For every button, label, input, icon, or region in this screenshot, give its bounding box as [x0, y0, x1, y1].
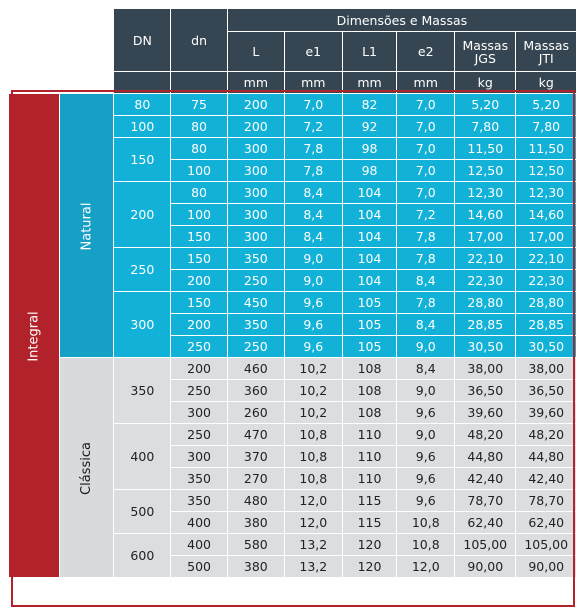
table-cell: 380 — [227, 512, 284, 534]
header-L: L — [227, 32, 284, 72]
table-cell: 11,50 — [516, 138, 577, 160]
table-cell: 17,00 — [516, 226, 577, 248]
table-cell: 13,2 — [284, 534, 342, 556]
dimensions-table-container — [8, 8, 577, 578]
table-cell: 300 — [171, 446, 227, 468]
table-cell: 28,85 — [455, 314, 516, 336]
table-cell: 12,50 — [516, 160, 577, 182]
group-label: Clássica — [79, 441, 95, 495]
table-cell: 300 — [227, 138, 284, 160]
header-unit-L1: mm — [342, 72, 397, 94]
header-e1: e1 — [284, 32, 342, 72]
table-cell: 580 — [227, 534, 284, 556]
table-cell: 80 — [171, 182, 227, 204]
table-cell: 7,8 — [397, 248, 455, 270]
table-cell: 460 — [227, 358, 284, 380]
table-cell: 200 — [227, 94, 284, 116]
table-cell: 28,80 — [516, 292, 577, 314]
table-cell: 9,6 — [284, 314, 342, 336]
table-cell: 450 — [227, 292, 284, 314]
header-unit-blank-dn-small — [171, 72, 227, 94]
table-cell: 110 — [342, 446, 397, 468]
header-massas-jgs-line2: JGS — [474, 51, 496, 66]
table-cell: 9,0 — [284, 270, 342, 292]
table-cell: 7,8 — [397, 292, 455, 314]
table-cell: 44,80 — [516, 446, 577, 468]
table-cell: 12,30 — [455, 182, 516, 204]
table-cell: 10,8 — [284, 446, 342, 468]
table-cell: 10,2 — [284, 380, 342, 402]
group-label-cell — [60, 358, 114, 578]
table-cell: 10,2 — [284, 402, 342, 424]
table-cell: 82 — [342, 94, 397, 116]
table-cell: 105 — [342, 292, 397, 314]
header-unit-massas-jgs: kg — [455, 72, 516, 94]
dn-cell: 600 — [114, 534, 171, 578]
table-cell: 5,20 — [516, 94, 577, 116]
dn-cell: 300 — [114, 292, 171, 358]
table-cell: 7,80 — [516, 116, 577, 138]
table-cell: 22,10 — [455, 248, 516, 270]
table-cell: 250 — [171, 336, 227, 358]
table-cell: 10,2 — [284, 358, 342, 380]
table-cell: 110 — [342, 424, 397, 446]
table-cell: 22,10 — [516, 248, 577, 270]
table-cell: 400 — [171, 534, 227, 556]
table-cell: 104 — [342, 226, 397, 248]
dn-cell: 250 — [114, 248, 171, 292]
table-cell: 5,20 — [455, 94, 516, 116]
table-cell: 14,60 — [455, 204, 516, 226]
header-unit-e2: mm — [397, 72, 455, 94]
table-cell: 10,8 — [284, 468, 342, 490]
table-cell: 120 — [342, 556, 397, 578]
table-cell: 8,4 — [284, 226, 342, 248]
table-cell: 17,00 — [455, 226, 516, 248]
table-cell: 300 — [227, 226, 284, 248]
table-cell: 500 — [171, 556, 227, 578]
table-cell: 200 — [171, 270, 227, 292]
header-unit-massas-jti: kg — [516, 72, 577, 94]
table-cell: 9,6 — [284, 292, 342, 314]
table-cell: 7,0 — [397, 138, 455, 160]
table-cell: 7,80 — [455, 116, 516, 138]
table-cell: 9,6 — [397, 468, 455, 490]
table-cell: 400 — [171, 512, 227, 534]
dn-cell: 200 — [114, 182, 171, 248]
table-cell: 110 — [342, 468, 397, 490]
header-group-title: Dimensões e Massas — [227, 9, 576, 32]
table-cell: 104 — [342, 204, 397, 226]
table-cell: 44,80 — [455, 446, 516, 468]
table-cell: 300 — [227, 160, 284, 182]
table-cell: 104 — [342, 270, 397, 292]
table-cell: 108 — [342, 402, 397, 424]
table-cell: 250 — [171, 380, 227, 402]
table-cell: 150 — [171, 292, 227, 314]
table-cell: 90,00 — [516, 556, 577, 578]
table-cell: 9,0 — [397, 424, 455, 446]
table-cell: 105 — [342, 314, 397, 336]
table-cell: 22,30 — [455, 270, 516, 292]
table-cell: 62,40 — [516, 512, 577, 534]
table-cell: 105 — [342, 336, 397, 358]
dn-cell: 400 — [114, 424, 171, 490]
table-cell: 48,20 — [516, 424, 577, 446]
table-cell: 350 — [227, 248, 284, 270]
table-cell: 100 — [171, 160, 227, 182]
table-cell: 108 — [342, 358, 397, 380]
header-massas-jgs-line1: Massas — [462, 38, 509, 53]
group-label: Natural — [79, 202, 95, 250]
table-cell: 8,4 — [397, 358, 455, 380]
table-cell: 300 — [227, 204, 284, 226]
table-cell: 200 — [227, 116, 284, 138]
table-cell: 270 — [227, 468, 284, 490]
table-cell: 350 — [171, 490, 227, 512]
table-cell: 10,8 — [397, 534, 455, 556]
table-cell: 98 — [342, 138, 397, 160]
table-cell: 78,70 — [455, 490, 516, 512]
header-dn-small: dn — [171, 9, 227, 72]
table-cell: 12,30 — [516, 182, 577, 204]
table-cell: 39,60 — [455, 402, 516, 424]
table-cell: 7,8 — [284, 138, 342, 160]
table-body — [9, 9, 577, 578]
dn-cell: 500 — [114, 490, 171, 534]
table-cell: 12,50 — [455, 160, 516, 182]
dn-cell: 150 — [114, 138, 171, 182]
table-cell: 30,50 — [455, 336, 516, 358]
table-cell: 38,00 — [516, 358, 577, 380]
table-cell: 150 — [171, 226, 227, 248]
table-cell: 12,0 — [284, 512, 342, 534]
table-cell: 350 — [227, 314, 284, 336]
table-cell: 7,8 — [397, 226, 455, 248]
table-cell: 80 — [171, 116, 227, 138]
table-cell: 8,4 — [284, 182, 342, 204]
table-cell: 8,4 — [397, 270, 455, 292]
header-L1: L1 — [342, 32, 397, 72]
header-massas-jti-line2: JTI — [538, 51, 554, 66]
table-cell: 100 — [171, 204, 227, 226]
table-cell: 9,6 — [284, 336, 342, 358]
table-cell: 200 — [171, 358, 227, 380]
table-cell: 360 — [227, 380, 284, 402]
header-massas-jgs — [455, 32, 516, 72]
header-unit-L: mm — [227, 72, 284, 94]
group-label-cell — [60, 94, 114, 358]
table-cell: 8,4 — [397, 314, 455, 336]
table-cell: 250 — [227, 336, 284, 358]
table-cell: 13,2 — [284, 556, 342, 578]
table-cell: 98 — [342, 160, 397, 182]
table-cell: 90,00 — [455, 556, 516, 578]
table-cell: 104 — [342, 182, 397, 204]
table-cell: 150 — [171, 248, 227, 270]
table-cell: 7,0 — [397, 116, 455, 138]
table-cell: 38,00 — [455, 358, 516, 380]
table-cell: 39,60 — [516, 402, 577, 424]
header-massas-jti — [516, 32, 577, 72]
table-cell: 7,0 — [397, 182, 455, 204]
table-cell: 75 — [171, 94, 227, 116]
table-cell: 115 — [342, 512, 397, 534]
table-cell: 108 — [342, 380, 397, 402]
table-cell: 22,30 — [516, 270, 577, 292]
category-label-cell — [9, 94, 60, 578]
table-cell: 36,50 — [516, 380, 577, 402]
dn-cell: 100 — [114, 116, 171, 138]
table-cell: 9,6 — [397, 446, 455, 468]
table-cell: 30,50 — [516, 336, 577, 358]
table-cell: 28,80 — [455, 292, 516, 314]
table-cell: 92 — [342, 116, 397, 138]
table-cell: 105,00 — [516, 534, 577, 556]
header-row-title — [9, 9, 577, 32]
header-unit-e1: mm — [284, 72, 342, 94]
table-cell: 9,0 — [397, 336, 455, 358]
table-cell: 42,40 — [455, 468, 516, 490]
table-cell: 470 — [227, 424, 284, 446]
table-cell: 12,0 — [397, 556, 455, 578]
table-cell: 480 — [227, 490, 284, 512]
table-row — [9, 358, 577, 380]
table-cell: 7,0 — [284, 94, 342, 116]
table-cell: 11,50 — [455, 138, 516, 160]
header-massas-jti-line1: Massas — [523, 38, 570, 53]
header-e2: e2 — [397, 32, 455, 72]
table-cell: 7,8 — [284, 160, 342, 182]
header-unit-blank-dn — [114, 72, 171, 94]
table-cell: 250 — [227, 270, 284, 292]
table-cell: 200 — [171, 314, 227, 336]
table-cell: 300 — [171, 402, 227, 424]
table-cell: 36,50 — [455, 380, 516, 402]
dn-cell: 350 — [114, 358, 171, 424]
table-cell: 78,70 — [516, 490, 577, 512]
table-cell: 7,2 — [284, 116, 342, 138]
table-cell: 48,20 — [455, 424, 516, 446]
table-cell: 120 — [342, 534, 397, 556]
table-cell: 9,0 — [284, 248, 342, 270]
dn-cell: 80 — [114, 94, 171, 116]
table-cell: 8,4 — [284, 204, 342, 226]
table-row — [9, 94, 577, 116]
table-cell: 7,0 — [397, 94, 455, 116]
table-cell: 104 — [342, 248, 397, 270]
table-cell: 10,8 — [397, 512, 455, 534]
table-cell: 7,0 — [397, 160, 455, 182]
table-cell: 62,40 — [455, 512, 516, 534]
table-cell: 80 — [171, 138, 227, 160]
header-blank-corner — [9, 9, 114, 94]
table-cell: 10,8 — [284, 424, 342, 446]
table-cell: 260 — [227, 402, 284, 424]
table-cell: 9,6 — [397, 402, 455, 424]
table-cell: 380 — [227, 556, 284, 578]
dimensions-table — [8, 8, 577, 578]
category-label: Integral — [26, 310, 42, 362]
header-dn: DN — [114, 9, 171, 72]
table-cell: 300 — [227, 182, 284, 204]
table-cell: 250 — [171, 424, 227, 446]
table-cell: 9,6 — [397, 490, 455, 512]
table-cell: 12,0 — [284, 490, 342, 512]
table-cell: 7,2 — [397, 204, 455, 226]
table-cell: 115 — [342, 490, 397, 512]
table-cell: 28,85 — [516, 314, 577, 336]
table-cell: 9,0 — [397, 380, 455, 402]
table-cell: 350 — [171, 468, 227, 490]
table-cell: 370 — [227, 446, 284, 468]
table-cell: 42,40 — [516, 468, 577, 490]
table-cell: 105,00 — [455, 534, 516, 556]
table-cell: 14,60 — [516, 204, 577, 226]
